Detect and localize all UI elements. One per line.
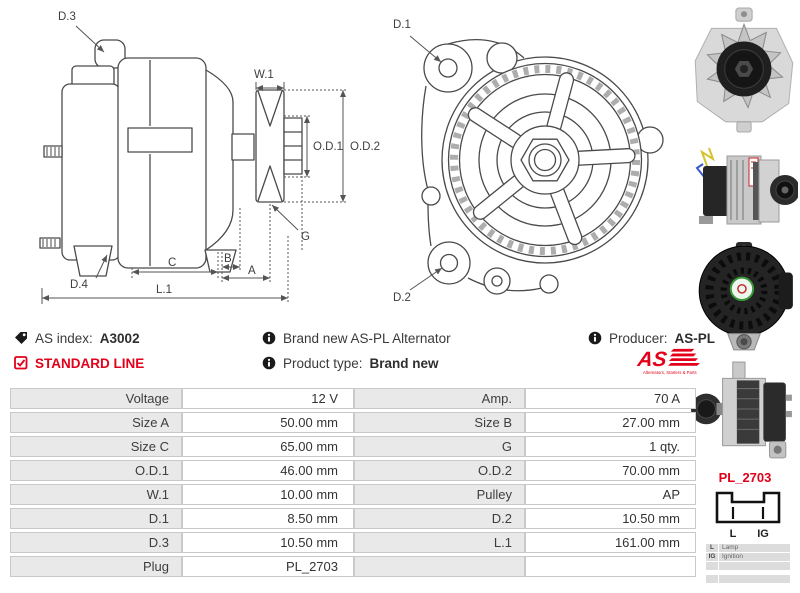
product-description-text: Brand new AS-PL Alternator (283, 330, 451, 346)
legend-row-ig (706, 553, 790, 561)
spec-value: PL_2703 (182, 556, 354, 577)
spec-value: 70 A (525, 388, 696, 409)
spec-label: Voltage (10, 388, 182, 409)
spec-label: G (354, 436, 525, 457)
dim-label-d2: D.2 (393, 292, 411, 304)
producer-value: AS-PL (674, 330, 716, 346)
dim-label-d3: D.3 (58, 11, 76, 23)
spec-value: 8.50 mm (182, 508, 354, 529)
spec-label: Size A (10, 412, 182, 433)
spec-label: Size B (354, 412, 525, 433)
dim-label-l1: L.1 (156, 284, 172, 296)
spec-value: 1 qty. (525, 436, 696, 457)
legend-pin: IG (706, 553, 718, 561)
product-description (262, 330, 451, 346)
plug-connector-diagram (714, 490, 782, 542)
spec-value: 10.50 mm (182, 532, 354, 553)
product-photo-front[interactable] (690, 6, 798, 134)
dim-label-d1: D.1 (393, 19, 411, 31)
alternator-technical-drawing (0, 0, 690, 326)
spec-value: 50.00 mm (182, 412, 354, 433)
dim-label-od2: O.D.2 (350, 141, 381, 153)
product-type-value: Brand new (369, 355, 439, 371)
spec-label: O.D.1 (10, 460, 182, 481)
tag-icon (14, 331, 28, 345)
legend-desc: Lamp (719, 544, 790, 552)
product-type-field (262, 355, 439, 371)
info-icon (262, 356, 276, 370)
legend-pin: L (706, 544, 718, 552)
spec-label: W.1 (10, 484, 182, 505)
standard-line-badge (14, 355, 144, 371)
spec-value: 70.00 mm (525, 460, 696, 481)
dim-label-b: B (224, 253, 232, 265)
product-type-label: Product type: (283, 355, 363, 371)
dim-label-od1: O.D.1 (313, 141, 344, 153)
spec-label: L.1 (354, 532, 525, 553)
spec-value: 161.00 mm (525, 532, 696, 553)
spec-value: 65.00 mm (182, 436, 354, 457)
product-photo-side-left[interactable] (690, 360, 798, 462)
spec-value (525, 556, 696, 577)
as-index-label: AS index: (35, 330, 93, 346)
dim-label-d4: D.4 (70, 279, 88, 291)
legend-desc: Ignition (719, 553, 790, 561)
spec-value: 46.00 mm (182, 460, 354, 481)
standard-line-text: STANDARD LINE (35, 355, 145, 371)
dim-label-a: A (248, 265, 256, 277)
spec-label (354, 556, 525, 577)
spec-value: 12 V (182, 388, 354, 409)
as-pl-logo (632, 346, 704, 378)
info-icon (262, 331, 276, 345)
plug-pin-label-l: L (729, 528, 737, 540)
checkbox-checked-icon (14, 356, 28, 370)
plug-code-label: PL_2703 (718, 470, 772, 485)
product-photo-side-right[interactable] (690, 140, 798, 238)
as-index-value: A3002 (99, 330, 140, 346)
info-icon (588, 331, 602, 345)
dim-label-g: G (301, 231, 310, 243)
spec-label: Amp. (354, 388, 525, 409)
dim-label-w1: W.1 (254, 69, 274, 81)
spec-label: Plug (10, 556, 182, 577)
spec-table (10, 388, 696, 577)
front-view-outline (422, 40, 663, 294)
as-logo-text: AS (636, 347, 669, 371)
plug-pin-label-ig: IG (757, 528, 769, 540)
legend-row-l (706, 544, 790, 552)
legend-row-empty (706, 575, 790, 583)
spec-label: Pulley (354, 484, 525, 505)
spec-value: AP (525, 484, 696, 505)
dim-label-c: C (168, 257, 177, 269)
spec-value: 10.50 mm (525, 508, 696, 529)
producer-label: Producer: (609, 330, 668, 346)
plug-pin-legend (706, 544, 790, 584)
spec-label: D.3 (10, 532, 182, 553)
spec-label: O.D.2 (354, 460, 525, 481)
spec-label: Size C (10, 436, 182, 457)
as-index-field (14, 330, 140, 346)
spec-value: 27.00 mm (525, 412, 696, 433)
spec-label: D.1 (10, 508, 182, 529)
spec-value: 10.00 mm (182, 484, 354, 505)
spec-label: D.2 (354, 508, 525, 529)
producer-field (588, 330, 715, 346)
as-logo-tagline: Alternators, Starters & Parts (643, 370, 697, 376)
legend-row-empty (706, 562, 790, 570)
